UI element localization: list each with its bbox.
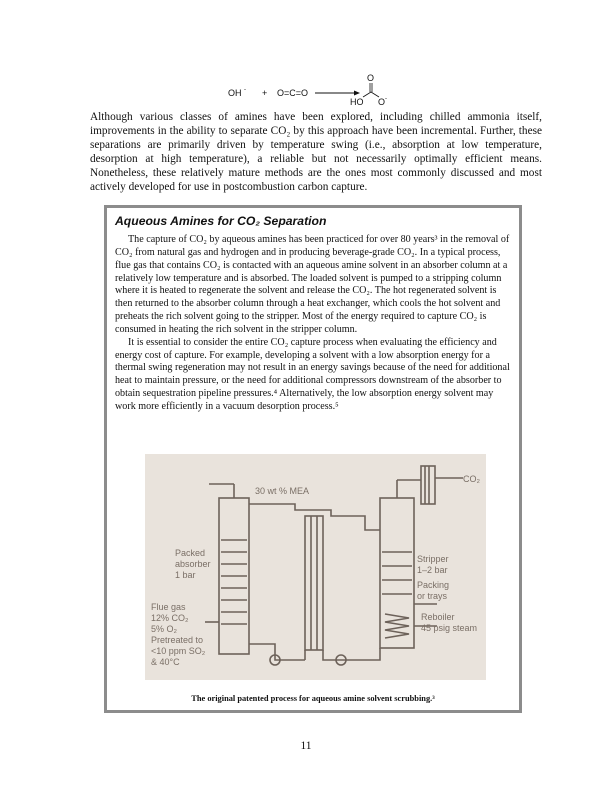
- reboiler-label-line2: 45 psig steam: [421, 623, 478, 633]
- reaction-arrow: [315, 91, 360, 96]
- figure-caption: The original patented process for aqueous amine solvent scrubbing.³: [191, 694, 435, 703]
- anion-charge: -: [385, 96, 387, 102]
- reboiler-label-line1: Reboiler: [421, 612, 455, 622]
- intro-paragraph: Although various classes of amines have been explored, including chilled ammonia itself, improvements in the ability to separate CO₂ by this approach have been incremental. Further, these separations are primarily driven by temperature swing (i.e., absorption at low temperature, desorption at high temperature), a reliable but not necessarily optimally efficient means. Nonetheless, these relatively mature methods are the ones most commonly discussed and most actively developed for use in postcombustion carbon capture.: [90, 111, 542, 193]
- flue-gas-label-line1: Flue gas: [151, 602, 186, 612]
- stripper-label-line1: Stripper: [417, 554, 449, 564]
- absorber-label-line1: Packed: [175, 548, 206, 558]
- flue-gas-label-line5: <10 ppm SO₂: [151, 646, 206, 656]
- mea-label: 30 wt % MEA: [255, 486, 310, 496]
- reaction-equation: [0, 68, 612, 110]
- co2-label: CO₂: [463, 474, 480, 484]
- reactant-co2: O=C=O: [277, 88, 309, 98]
- sidebar-box: [104, 205, 522, 713]
- absorber-label-line2: absorber: [175, 559, 211, 569]
- sidebar-paragraph-1: The capture of CO₂ by aqueous amines has been practiced for over 80 years³ in the removal of CO₂ from natural gas and hydrogen and in producing beverage-grade CO₂. In a typical process, flue gas that contains CO₂ is contacted with an aqueous amine solvent in an absorber column at a relatively low temperature and is absorbed. The loaded solvent is pumped to a stripping column where it is heated to regenerate the solvent and release the CO₂. The hot regenerated solvent is then returned to the absorber column through a heat exchanger, which cools the hot solvent and preheats the rich solvent going to the stripper. Most of the energy required to capture CO₂ is consumed in heating the rich solvent in the stripper column.: [115, 234, 510, 335]
- stripper-label-line2: 1–2 bar: [417, 565, 448, 575]
- reactant-hydroxide: OH: [228, 88, 242, 98]
- carbonyl-oxygen: O: [367, 73, 375, 83]
- process-diagram: [145, 454, 486, 680]
- sidebar-paragraph-2: It is essential to consider the entire CO₂ capture process when evaluating the efficiency and energy cost of capture. For example, developing a solvent with a low absorption energy for a thermal swing regeneration may not result in an energy savings because of the need for additional heat to maintain pressure, or the need for additional compressors downstream of the absorber to obtain sequestration pipeline pressures.⁴ Alternatively, the low absorption energy solvent may work more efficiently in a vacuum desorption process.⁵: [115, 336, 510, 412]
- bicarbonate-structure: [350, 73, 387, 107]
- hydroxide-charge: -: [244, 87, 246, 93]
- flue-gas-label-line4: Pretreated to: [151, 635, 204, 645]
- plus-sign: +: [262, 88, 268, 98]
- packing-label-line2: or trays: [417, 591, 448, 601]
- hydroxyl-group: HO: [350, 97, 364, 107]
- page-number: 11: [300, 740, 312, 752]
- flue-gas-label-line3: 5% O₂: [151, 624, 178, 634]
- packing-label-line1: Packing: [417, 580, 450, 590]
- anion-oxygen: O: [378, 97, 386, 107]
- sidebar-body: [115, 234, 513, 414]
- flue-gas-label-line2: 12% CO₂: [151, 613, 189, 623]
- absorber-label-line3: 1 bar: [175, 570, 196, 580]
- flue-gas-label-line6: & 40°C: [151, 657, 180, 667]
- sidebar-title: Aqueous Amines for CO₂ Separation: [115, 214, 327, 228]
